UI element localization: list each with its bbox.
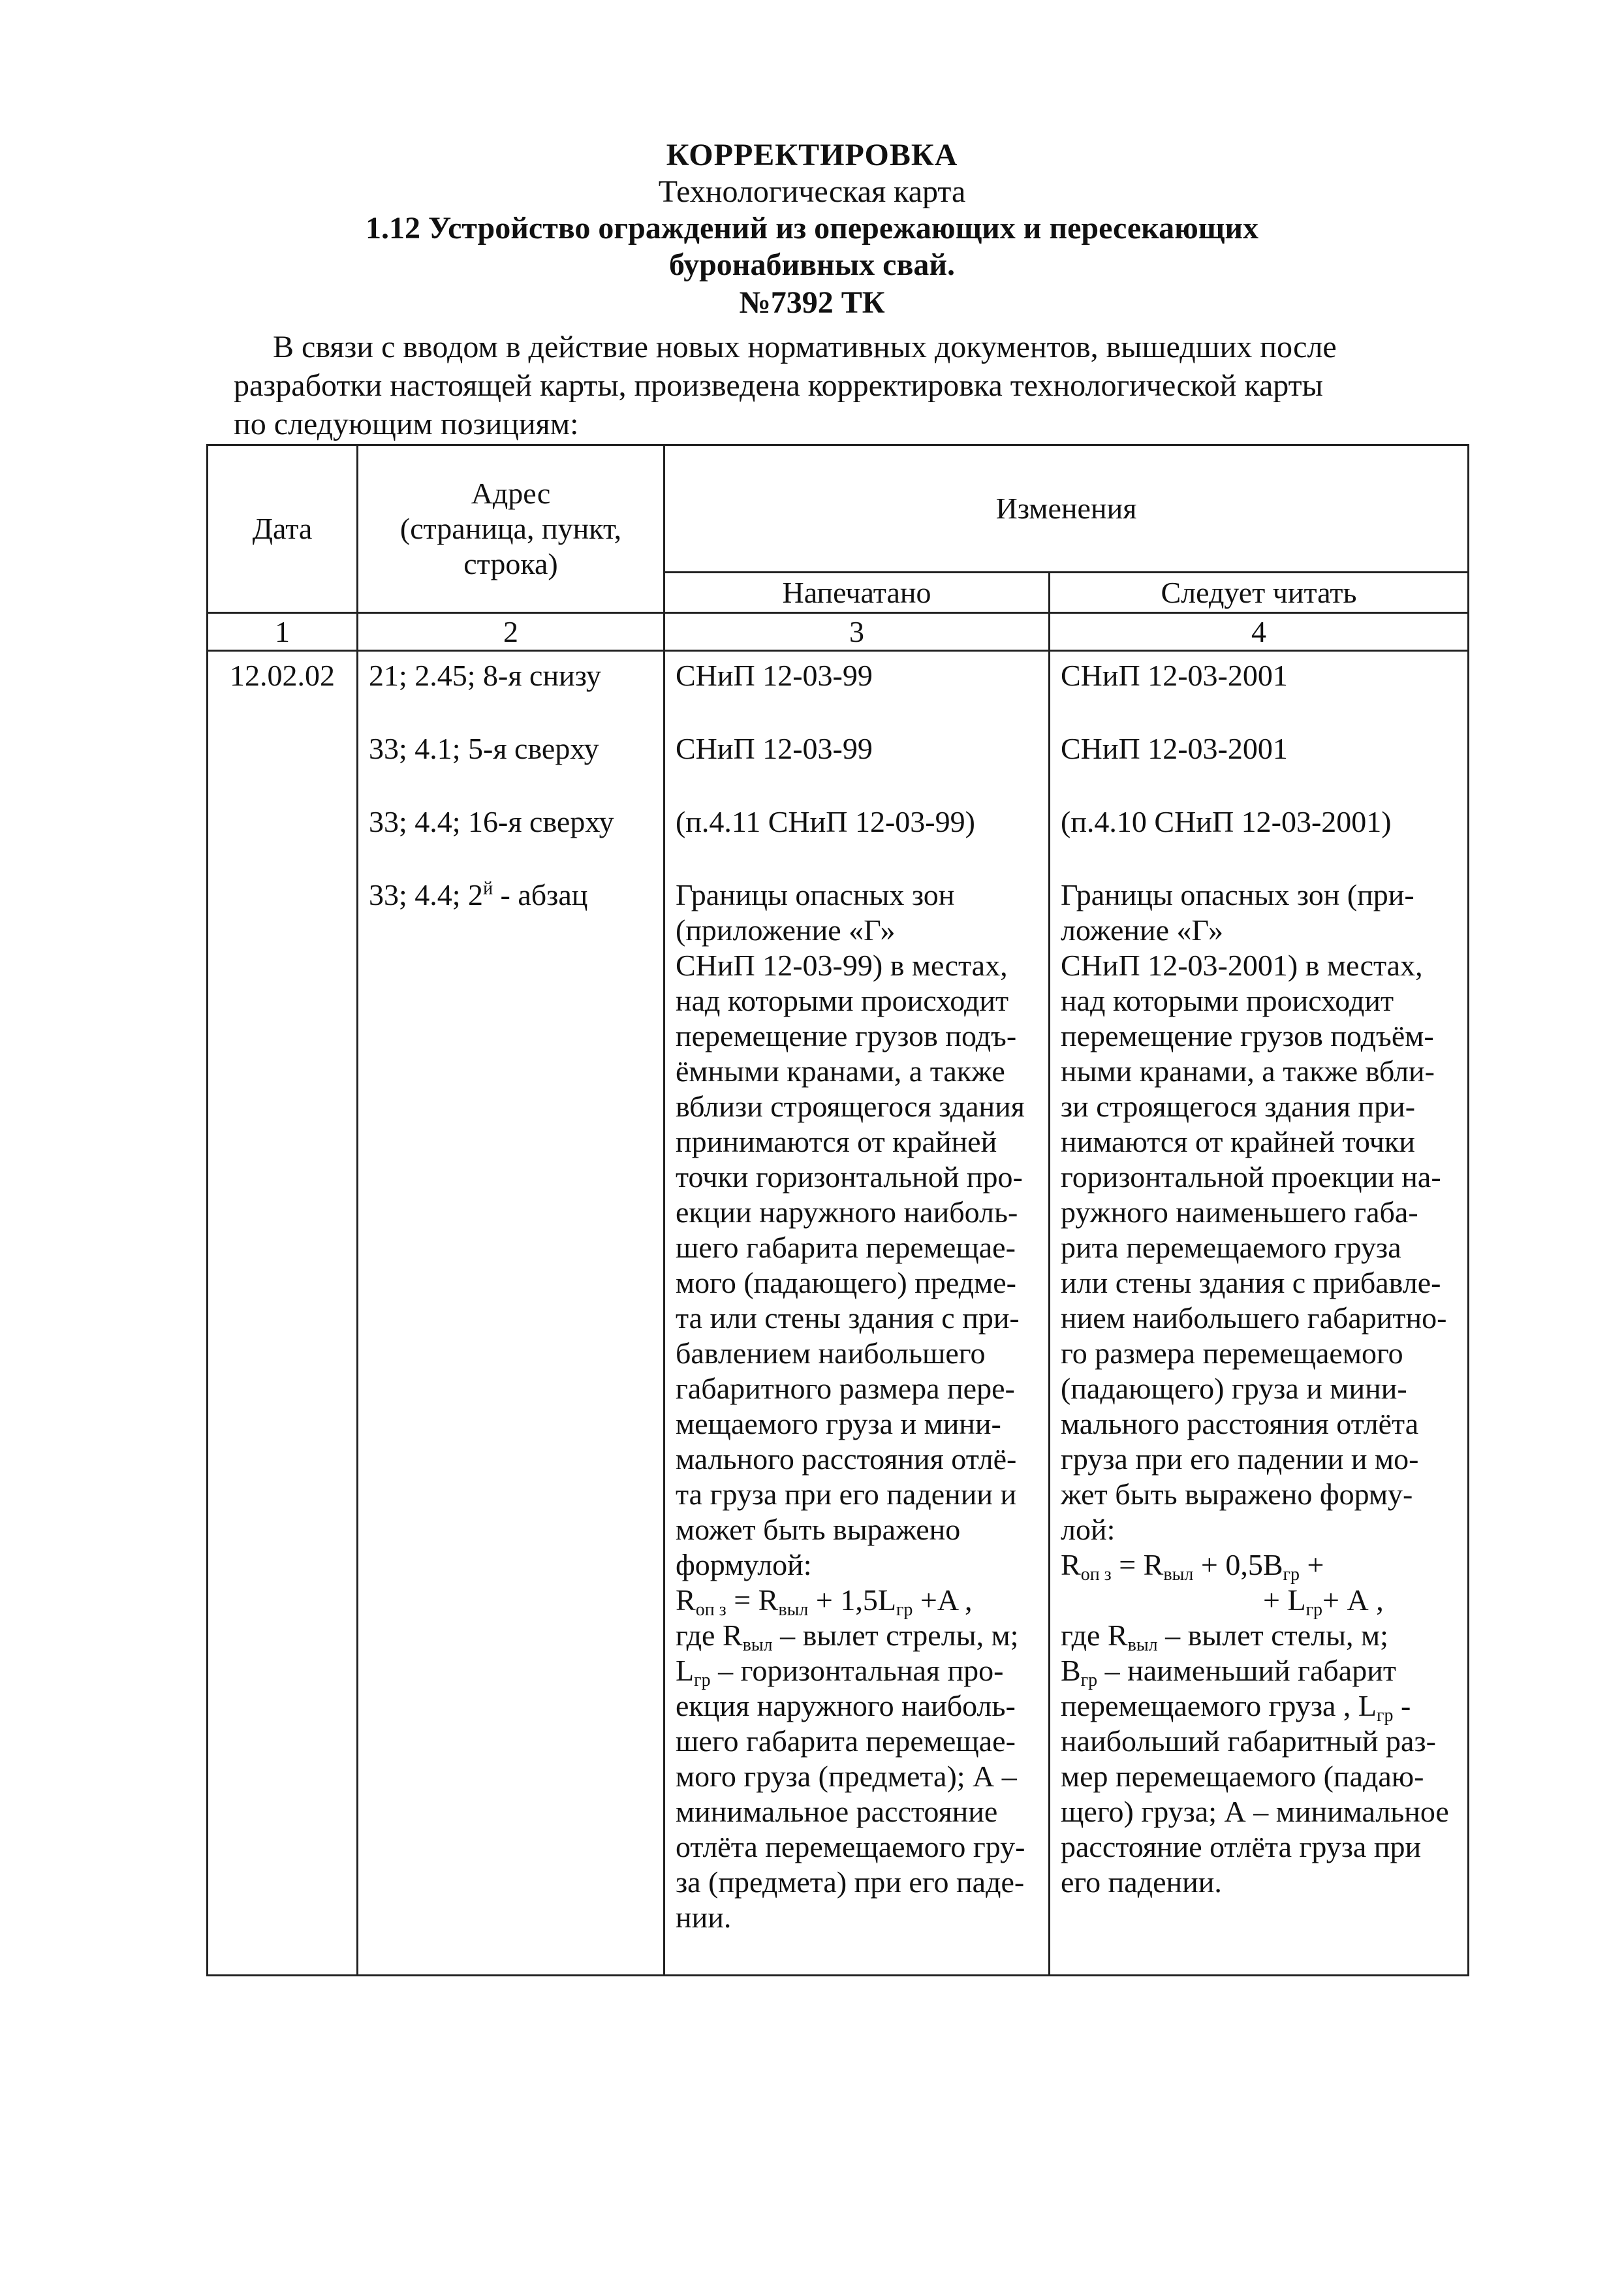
intro-line: В связи с вводом в действие новых нормативных документов, вышедших после bbox=[273, 330, 1337, 364]
read-paragraph bbox=[1061, 878, 1460, 1900]
legend-subscript: выл bbox=[742, 1635, 773, 1655]
printed-line: мого груза (предмета); А – bbox=[676, 1760, 1017, 1793]
read-line: над которыми происходит bbox=[1061, 984, 1394, 1017]
intro-paragraph bbox=[234, 328, 1422, 443]
address-entry: 33; 4.1; 5-я сверху bbox=[369, 732, 599, 765]
printed-line: габаритного размера пере- bbox=[676, 1372, 1015, 1405]
read-line: ружного наименьшего габа- bbox=[1061, 1195, 1418, 1229]
printed-line: ёмными кранами, а также bbox=[676, 1054, 1005, 1088]
table-row bbox=[208, 651, 1469, 1976]
printed-line: та груза при его падении и bbox=[676, 1478, 1017, 1511]
printed-line: формулой: bbox=[676, 1548, 812, 1581]
printed-line: принимаются от крайней bbox=[676, 1125, 997, 1158]
printed-line: отлёта перемещаемого гру- bbox=[676, 1830, 1025, 1863]
printed-line: та или стены здания с при- bbox=[676, 1301, 1020, 1335]
legend-part: В bbox=[1061, 1654, 1081, 1687]
header-should-read: Следует читать bbox=[1050, 573, 1469, 613]
printed-line: екция наружного наиболь- bbox=[676, 1689, 1016, 1722]
formula-part: + А , bbox=[1322, 1583, 1384, 1617]
read-line: груза при его падении и мо- bbox=[1061, 1442, 1419, 1476]
read-entry: (п.4.10 СНиП 12-03-2001) bbox=[1061, 805, 1392, 838]
printed-line: нии. bbox=[676, 1901, 732, 1934]
legend-subscript: гр bbox=[1377, 1705, 1394, 1726]
read-line: го размера перемещаемого bbox=[1061, 1336, 1403, 1370]
read-formula bbox=[1061, 1547, 1460, 1583]
read-line: ными кранами, а также вбли- bbox=[1061, 1054, 1435, 1088]
printed-line: мального расстояния отлё- bbox=[676, 1442, 1017, 1476]
column-number-row bbox=[208, 613, 1469, 651]
intro-line: по следующим позициям: bbox=[234, 407, 579, 441]
read-line: перемещение грузов подъём- bbox=[1061, 1019, 1434, 1052]
printed-line: шего габарита перемещае- bbox=[676, 1231, 1016, 1264]
document-number: №7392 ТК bbox=[739, 285, 885, 320]
header-date: Дата bbox=[208, 445, 358, 613]
read-line: ложение «Г» bbox=[1061, 913, 1224, 947]
formula-subscript: гр bbox=[1283, 1564, 1300, 1585]
column-number: 3 bbox=[664, 613, 1050, 651]
address-text: 33; 4.4; 2 bbox=[369, 878, 484, 911]
formula-subscript: оп з bbox=[1080, 1564, 1112, 1585]
legend-subscript: гр bbox=[1080, 1670, 1098, 1690]
read-line: расстояние отлёта груза при bbox=[1061, 1830, 1422, 1863]
read-legend bbox=[1061, 1688, 1460, 1724]
address-text: - абзац bbox=[493, 878, 588, 911]
printed-legend bbox=[676, 1653, 1040, 1688]
printed-line: мого (падающего) предме- bbox=[676, 1266, 1016, 1299]
printed-line: за (предмета) при его паде- bbox=[676, 1865, 1025, 1899]
header-address-line: строка) bbox=[463, 547, 558, 580]
printed-entry: (п.4.11 СНиП 12-03-99) bbox=[676, 805, 975, 838]
read-line: его падении. bbox=[1061, 1865, 1222, 1899]
formula-subscript: выл bbox=[1163, 1564, 1194, 1585]
formula-subscript: гр bbox=[896, 1600, 913, 1620]
printed-entry: СНиП 12-03-99 bbox=[676, 732, 873, 765]
printed-line: Границы опасных зон bbox=[676, 878, 955, 911]
printed-paragraph bbox=[676, 878, 1040, 1935]
cell-printed bbox=[664, 651, 1050, 1976]
read-line: зи строящегося здания при- bbox=[1061, 1090, 1416, 1123]
formula-subscript: выл bbox=[778, 1600, 809, 1620]
read-line: жет быть выражено форму- bbox=[1061, 1478, 1413, 1511]
legend-subscript: гр bbox=[694, 1670, 711, 1690]
legend-part: – вылет стелы, м; bbox=[1157, 1619, 1388, 1652]
column-number: 4 bbox=[1050, 613, 1469, 651]
printed-line: вблизи строящегося здания bbox=[676, 1090, 1025, 1123]
header-address bbox=[358, 445, 664, 613]
printed-formula bbox=[676, 1583, 1040, 1618]
printed-line: перемещение грузов подъ- bbox=[676, 1019, 1017, 1052]
printed-line: (приложение «Г» bbox=[676, 913, 896, 947]
table-header-row bbox=[208, 445, 1469, 573]
printed-line: может быть выражено bbox=[676, 1513, 961, 1546]
header-address-line: Адрес bbox=[471, 477, 551, 510]
printed-line: точки горизонтальной про- bbox=[676, 1160, 1023, 1194]
formula-part: + 0,5B bbox=[1193, 1548, 1283, 1581]
printed-line: минимальное расстояние bbox=[676, 1795, 998, 1828]
formula-subscript: оп з bbox=[695, 1600, 726, 1620]
printed-line: бавлением наибольшего bbox=[676, 1336, 986, 1370]
read-line: рита перемещаемого груза bbox=[1061, 1231, 1401, 1264]
read-line: горизонтальной проекции на- bbox=[1061, 1160, 1441, 1194]
read-line: щего) груза; А – минимальное bbox=[1061, 1795, 1449, 1828]
read-line: наибольший габаритный раз- bbox=[1061, 1724, 1436, 1758]
formula-part: R bbox=[1061, 1548, 1081, 1581]
document-name-line-2: буронабивных свай. bbox=[668, 247, 956, 282]
legend-part: – горизонтальная про- bbox=[710, 1654, 1004, 1687]
read-legend bbox=[1061, 1618, 1460, 1653]
document-title: КОРРЕКТИРОВКА bbox=[666, 138, 958, 172]
formula-part: R bbox=[676, 1583, 696, 1617]
printed-line: екции наружного наиболь- bbox=[676, 1195, 1018, 1229]
read-line: мер перемещаемого (падаю- bbox=[1061, 1760, 1424, 1793]
address-entry: 33; 4.4; 16-я сверху bbox=[369, 805, 614, 838]
read-line: нимаются от крайней точки bbox=[1061, 1125, 1415, 1158]
header-printed: Напечатано bbox=[664, 573, 1050, 613]
legend-part: – вылет стрелы, м; bbox=[772, 1619, 1019, 1652]
read-line: Границы опасных зон (при- bbox=[1061, 878, 1414, 911]
document-subtitle: Технологическая карта bbox=[658, 174, 966, 209]
corrections-table bbox=[206, 444, 1469, 1976]
formula-part: = R bbox=[726, 1583, 779, 1617]
legend-part: где R bbox=[676, 1619, 743, 1652]
read-line: СНиП 12-03-2001) в местах, bbox=[1061, 949, 1423, 982]
cell-addresses bbox=[358, 651, 664, 1976]
header-address-line: (страница, пункт, bbox=[399, 512, 622, 545]
read-entry: СНиП 12-03-2001 bbox=[1061, 732, 1288, 765]
legend-part: - bbox=[1393, 1689, 1411, 1722]
legend-subscript: выл bbox=[1127, 1635, 1158, 1655]
read-line: или стены здания с прибавле- bbox=[1061, 1266, 1441, 1299]
printed-line: над которыми происходит bbox=[676, 984, 1009, 1017]
intro-line: разработки настоящей карты, произведена корректировка технологической карты bbox=[234, 368, 1323, 403]
printed-entry: СНиП 12-03-99 bbox=[676, 659, 873, 692]
read-line: нием наибольшего габаритно- bbox=[1061, 1301, 1447, 1335]
document-name-line-1: 1.12 Устройство ограждений из опережающих и пересекающих bbox=[366, 211, 1258, 245]
formula-part: + bbox=[1299, 1548, 1324, 1581]
cell-should-read bbox=[1050, 651, 1469, 1976]
read-legend bbox=[1061, 1653, 1460, 1688]
printed-line: СНиП 12-03-99) в местах, bbox=[676, 949, 1008, 982]
printed-legend bbox=[676, 1618, 1040, 1653]
read-formula-continuation bbox=[1061, 1583, 1460, 1618]
legend-part: перемещаемого груза , L bbox=[1061, 1689, 1377, 1722]
address-entry: 21; 2.45; 8-я снизу bbox=[369, 659, 601, 692]
printed-line: мещаемого груза и мини- bbox=[676, 1407, 1001, 1440]
address-superscript: й bbox=[483, 878, 493, 899]
header-changes: Изменения bbox=[664, 445, 1469, 573]
cell-date: 12.02.02 bbox=[208, 651, 358, 1976]
column-number: 2 bbox=[358, 613, 664, 651]
formula-part: + L bbox=[1263, 1583, 1306, 1617]
formula-subscript: гр bbox=[1305, 1600, 1323, 1620]
legend-part: L bbox=[676, 1654, 695, 1687]
printed-line: шего габарита перемещае- bbox=[676, 1724, 1016, 1758]
address-entry bbox=[369, 878, 655, 913]
read-line: (падающего) груза и мини- bbox=[1061, 1372, 1407, 1405]
legend-part: – наименьший габарит bbox=[1097, 1654, 1396, 1687]
read-entry: СНиП 12-03-2001 bbox=[1061, 659, 1288, 692]
column-number: 1 bbox=[208, 613, 358, 651]
formula-part: = R bbox=[1111, 1548, 1164, 1581]
read-line: лой: bbox=[1061, 1513, 1116, 1546]
formula-part: +A , bbox=[913, 1583, 973, 1617]
legend-part: где R bbox=[1061, 1619, 1128, 1652]
read-line: мального расстояния отлёта bbox=[1061, 1407, 1419, 1440]
formula-part: + 1,5L bbox=[808, 1583, 896, 1617]
